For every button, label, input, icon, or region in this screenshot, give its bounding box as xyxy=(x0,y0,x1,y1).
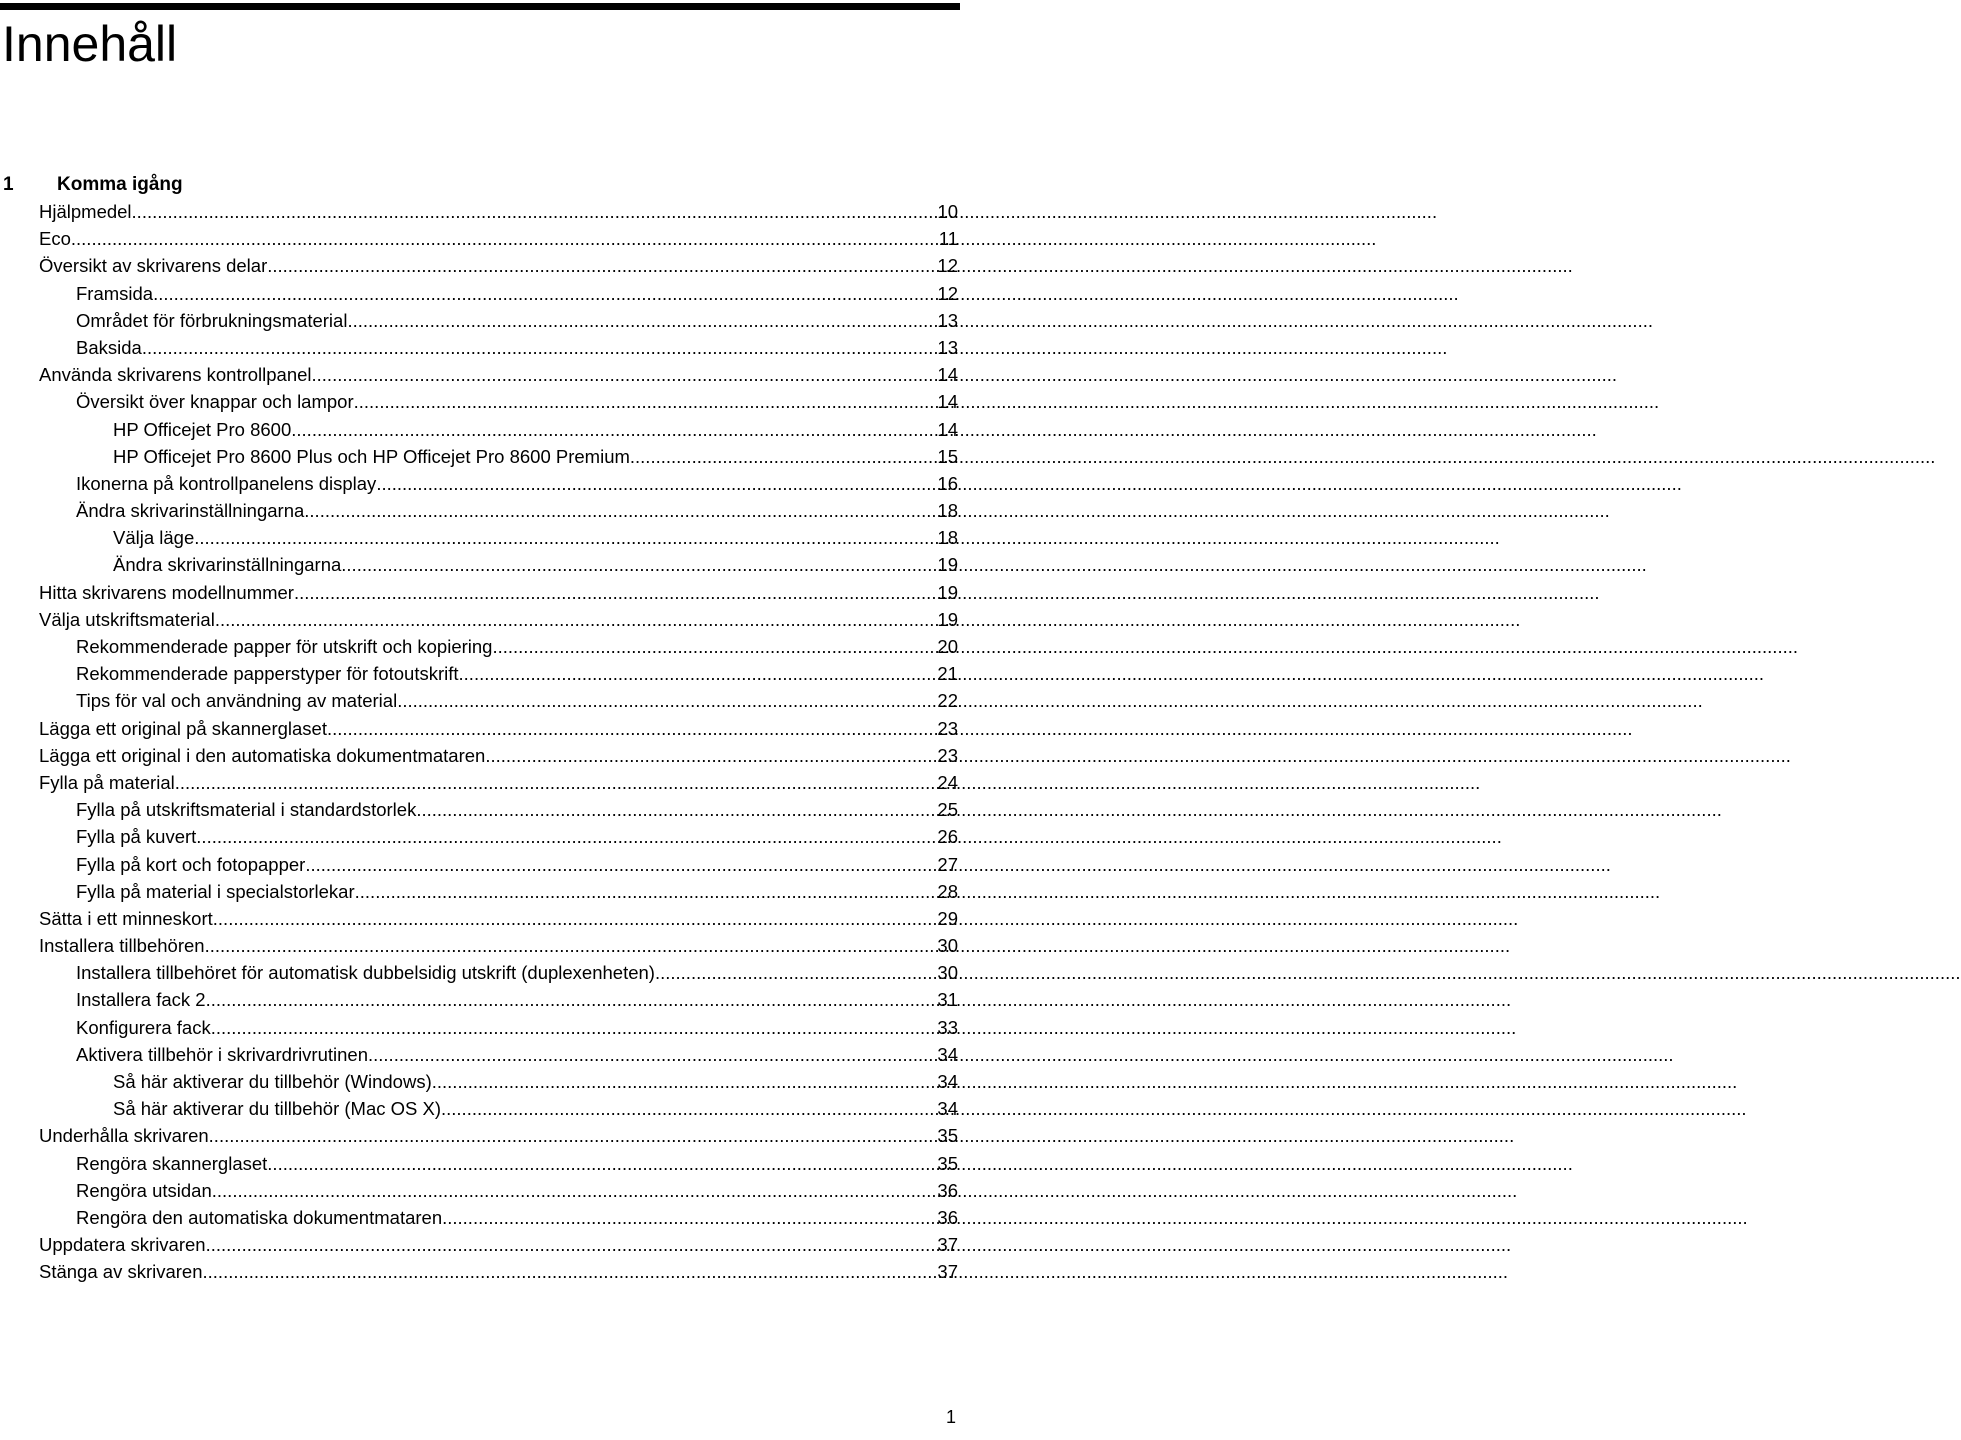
toc-entry-page: 33 xyxy=(937,1016,958,1038)
page-title: Innehåll xyxy=(2,16,178,72)
toc-entry-title: Lägga ett original på skannerglaset xyxy=(39,717,327,739)
toc-entry-page: 14 xyxy=(937,364,958,386)
toc-entry-title: Underhålla skrivaren xyxy=(39,1125,209,1147)
toc-entry[interactable] xyxy=(0,1204,960,1231)
toc-entry[interactable] xyxy=(0,959,960,986)
toc-entry-title: Välja läge xyxy=(113,527,195,549)
chapter-heading xyxy=(0,171,960,198)
toc-entry[interactable] xyxy=(0,1231,960,1258)
toc-dot-leader xyxy=(206,986,938,1013)
toc-entry-page: 35 xyxy=(937,1125,958,1147)
toc-entry-page: 12 xyxy=(937,255,958,277)
toc-entry[interactable] xyxy=(0,334,960,361)
toc-entry-page: 10 xyxy=(937,201,958,222)
toc-entry-page: 14 xyxy=(937,391,958,413)
toc-entry-page: 23 xyxy=(937,717,958,739)
toc-entry-title: Sätta i ett minneskort xyxy=(39,907,213,929)
toc-entry-page: 16 xyxy=(937,472,958,494)
toc-dot-leader xyxy=(291,416,937,443)
toc-entry[interactable] xyxy=(0,470,960,497)
toc-entry[interactable] xyxy=(0,198,960,225)
toc-dot-leader xyxy=(294,579,937,606)
toc-entry[interactable] xyxy=(0,660,960,687)
toc-entry-title: Uppdatera skrivaren xyxy=(39,1234,206,1256)
toc-entry-title: Rengöra utsidan xyxy=(76,1179,212,1201)
toc-entry-title: Aktivera tillbehör i skrivardrivrutinen xyxy=(76,1043,368,1065)
toc-entry-page: 15 xyxy=(937,445,958,467)
toc-entry-title: Översikt av skrivarens delar xyxy=(39,255,268,277)
toc-entry[interactable] xyxy=(0,1068,960,1095)
toc-entry-page: 36 xyxy=(937,1179,958,1201)
toc-entry-page: 30 xyxy=(937,935,958,957)
toc-entry-page: 23 xyxy=(937,744,958,766)
toc-dot-leader xyxy=(153,280,937,307)
toc-entry[interactable] xyxy=(0,687,960,714)
toc-entry[interactable] xyxy=(0,524,960,551)
toc-entry-title: HP Officejet Pro 8600 xyxy=(113,418,292,440)
toc-dot-leader xyxy=(215,606,938,633)
toc-entry-title: Eco xyxy=(39,228,71,250)
toc-entry-title: Så här aktiverar du tillbehör (Mac OS X) xyxy=(113,1098,441,1120)
toc-dot-leader xyxy=(341,551,937,578)
toc-dot-leader xyxy=(194,524,937,551)
toc-entry[interactable] xyxy=(0,416,960,443)
toc-dot-leader xyxy=(630,443,938,470)
toc-entry[interactable] xyxy=(0,823,960,850)
toc-entry-page: 14 xyxy=(937,418,958,440)
toc-dot-leader xyxy=(209,1122,938,1149)
toc-entry[interactable] xyxy=(0,796,960,823)
toc-entry-title: Rengöra skannerglaset xyxy=(76,1152,268,1174)
toc-entry[interactable] xyxy=(0,1150,960,1177)
toc-entry-title: Välja utskriftsmaterial xyxy=(39,608,215,630)
toc-dot-leader xyxy=(485,742,937,769)
toc-entry-title: Framsida xyxy=(76,282,154,304)
toc-dot-leader xyxy=(355,878,938,905)
toc-dot-leader xyxy=(432,1068,938,1095)
toc-entry-page: 12 xyxy=(937,282,958,304)
toc-entry-title: Använda skrivarens kontrollpanel xyxy=(39,364,312,386)
toc-entry[interactable] xyxy=(0,905,960,932)
toc-dot-leader xyxy=(206,1231,938,1258)
toc-entry-page: 26 xyxy=(937,826,958,848)
toc-entry-page: 19 xyxy=(937,581,958,603)
toc-entry-page: 22 xyxy=(937,690,958,712)
toc-entry-page: 13 xyxy=(937,336,958,358)
toc-entry-title: Fylla på material xyxy=(39,771,175,793)
toc-dot-leader xyxy=(376,470,937,497)
toc-entry-title: Fylla på material i specialstorlekar xyxy=(76,880,355,902)
toc-entry[interactable] xyxy=(0,252,960,279)
toc-entry[interactable] xyxy=(0,633,960,660)
toc-entry-title: Lägga ett original i den automatiska dokumentmataren xyxy=(39,744,486,766)
toc-entry-page: 29 xyxy=(937,907,958,929)
toc-dot-leader xyxy=(305,851,937,878)
toc-entry-title: Området för förbrukningsmaterial xyxy=(76,309,348,331)
toc-entry-title: Hitta skrivarens modellnummer xyxy=(39,581,294,603)
toc-entry-page: 24 xyxy=(937,771,958,793)
toc-dot-leader xyxy=(203,1258,938,1285)
toc-dot-leader xyxy=(142,334,938,361)
toc-dot-leader xyxy=(175,769,938,796)
toc-entry-page: 34 xyxy=(937,1043,958,1065)
header-rule xyxy=(0,3,960,10)
toc-entry[interactable] xyxy=(0,280,960,307)
toc-entry[interactable] xyxy=(0,307,960,334)
toc-dot-leader xyxy=(397,687,937,714)
toc-dot-leader xyxy=(347,307,937,334)
toc-entry[interactable] xyxy=(0,579,960,606)
toc-dot-leader xyxy=(442,1204,937,1231)
toc-entry-title: Fylla på kuvert xyxy=(76,826,197,848)
toc-dot-leader xyxy=(211,1014,938,1041)
toc-dot-leader xyxy=(132,198,938,225)
toc-dot-leader xyxy=(71,225,939,252)
toc-entry-title: Konfigurera fack xyxy=(76,1016,211,1038)
toc-entry-page: 37 xyxy=(937,1234,958,1256)
toc-dot-leader xyxy=(459,660,938,687)
toc-dot-leader xyxy=(354,388,938,415)
toc-entry-title: HP Officejet Pro 8600 Plus och HP Officejet Pro 8600 Premium xyxy=(113,445,630,467)
toc-entry-title: Så här aktiverar du tillbehör (Windows) xyxy=(113,1071,432,1092)
toc-entry-title: Rengöra den automatiska dokumentmataren xyxy=(76,1206,443,1228)
toc-entry-title: Baksida xyxy=(76,336,142,358)
toc-entry[interactable] xyxy=(0,225,960,252)
toc-entry[interactable] xyxy=(0,851,960,878)
toc-entry[interactable] xyxy=(0,1014,960,1041)
toc-dot-leader xyxy=(304,497,937,524)
toc-entry-page: 34 xyxy=(937,1098,958,1120)
toc-entry-title: Stänga av skrivaren xyxy=(39,1261,203,1283)
toc-dot-leader xyxy=(267,252,937,279)
toc-entry[interactable] xyxy=(0,443,960,470)
toc-entry[interactable] xyxy=(0,361,960,388)
toc-entry[interactable] xyxy=(0,769,960,796)
toc-entry-page: 36 xyxy=(937,1206,958,1228)
toc-entry-page: 30 xyxy=(937,962,958,984)
toc-entry-title: Hjälpmedel xyxy=(39,201,132,222)
toc-entry-page: 21 xyxy=(937,663,958,685)
toc-entry[interactable] xyxy=(0,551,960,578)
toc-dot-leader xyxy=(492,633,937,660)
toc-entry[interactable] xyxy=(0,986,960,1013)
toc-entry[interactable] xyxy=(0,1095,960,1122)
toc-entry-page: 20 xyxy=(937,636,958,657)
toc-entry[interactable] xyxy=(0,715,960,742)
toc-entry-page: 13 xyxy=(937,309,958,331)
toc-entry-title: Fylla på utskriftsmaterial i standardstorlek xyxy=(76,799,417,821)
toc-entry-page: 28 xyxy=(937,880,958,902)
toc-entry[interactable] xyxy=(0,742,960,769)
toc-dot-leader xyxy=(312,361,938,388)
toc-dot-leader xyxy=(441,1095,937,1122)
toc-entry-title: Installera tillbehören xyxy=(39,935,205,957)
table-of-contents xyxy=(0,198,960,1286)
toc-entry[interactable] xyxy=(0,932,960,959)
toc-entry-title: Ikonerna på kontrollpanelens display xyxy=(76,472,377,494)
toc-entry[interactable] xyxy=(0,878,960,905)
toc-dot-leader xyxy=(212,1177,938,1204)
toc-entry-title: Ändra skrivarinställningarna xyxy=(76,500,305,522)
toc-entry-title: Installera tillbehöret för automatisk dubbelsidig utskrift (duplexenheten) xyxy=(76,962,655,984)
toc-entry-page: 37 xyxy=(937,1261,958,1283)
toc-entry-page: 18 xyxy=(937,527,958,549)
toc-dot-leader xyxy=(267,1150,937,1177)
toc-entry-page: 31 xyxy=(937,989,958,1011)
toc-dot-leader xyxy=(213,905,938,932)
toc-entry-page: 34 xyxy=(937,1071,958,1092)
toc-entry[interactable] xyxy=(0,497,960,524)
toc-entry-title: Rekommenderade papperstyper för fotoutskrift xyxy=(76,663,459,685)
toc-entry[interactable] xyxy=(0,606,960,633)
toc-dot-leader xyxy=(416,796,937,823)
toc-entry[interactable] xyxy=(0,388,960,415)
toc-entry-title: Installera fack 2 xyxy=(76,989,206,1011)
toc-entry[interactable] xyxy=(0,1177,960,1204)
toc-entry-title: Fylla på kort och fotopapper xyxy=(76,853,306,875)
chapter-number: 1 xyxy=(3,174,14,195)
toc-entry[interactable] xyxy=(0,1258,960,1285)
toc-entry-page: 19 xyxy=(937,608,958,630)
toc-dot-leader xyxy=(196,823,937,850)
toc-dot-leader xyxy=(368,1041,937,1068)
toc-entry-title: Tips för val och användning av material xyxy=(76,690,398,712)
toc-entry-title: Ändra skrivarinställningarna xyxy=(113,554,342,576)
toc-entry-page: 35 xyxy=(937,1152,958,1174)
toc-entry-page: 11 xyxy=(938,228,958,250)
toc-entry[interactable] xyxy=(0,1122,960,1149)
toc-dot-leader xyxy=(655,959,937,986)
toc-entry-title: Översikt över knappar och lampor xyxy=(76,391,354,413)
toc-entry-page: 19 xyxy=(937,554,958,576)
page-number: 1 xyxy=(945,1407,956,1427)
toc-entry-page: 27 xyxy=(937,853,958,875)
toc-entry-page: 25 xyxy=(937,799,958,821)
toc-entry[interactable] xyxy=(0,1041,960,1068)
toc-dot-leader xyxy=(205,932,938,959)
toc-entry-page: 18 xyxy=(937,500,958,522)
toc-dot-leader xyxy=(327,715,937,742)
chapter-title: Komma igång xyxy=(57,174,183,195)
toc-entry-title: Rekommenderade papper för utskrift och kopiering xyxy=(76,636,493,657)
